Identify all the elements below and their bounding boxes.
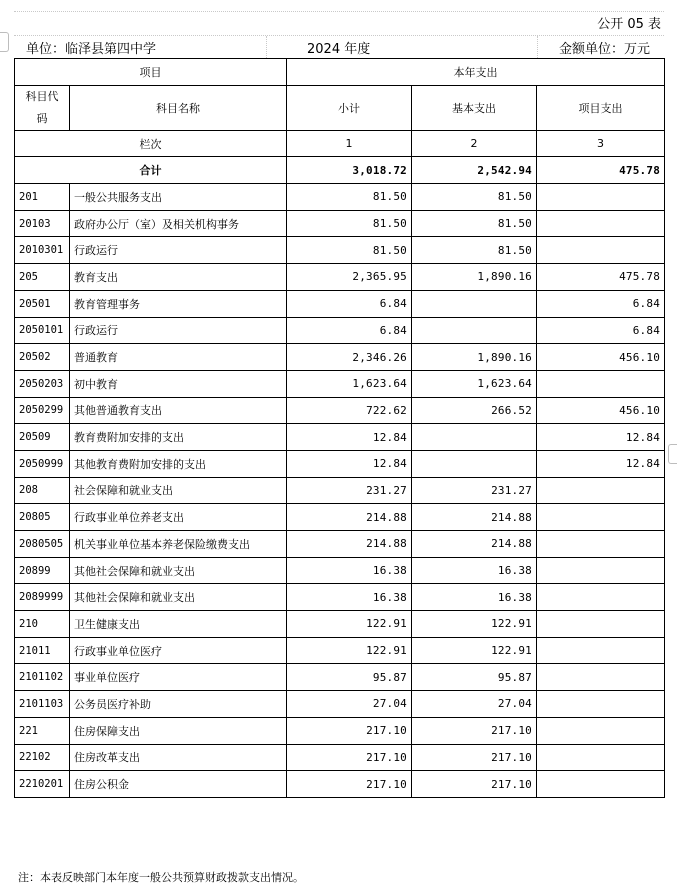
unit-info-row bbox=[14, 35, 664, 59]
row-subtotal: 1,623.64 bbox=[287, 370, 412, 397]
column-number-2: 2 bbox=[412, 130, 537, 157]
row-subtotal: 81.50 bbox=[287, 210, 412, 237]
row-project: 6.84 bbox=[537, 317, 665, 344]
row-code: 20502 bbox=[15, 344, 70, 371]
row-basic: 122.91 bbox=[412, 637, 537, 664]
row-project bbox=[537, 184, 665, 211]
column-number-label: 栏次 bbox=[15, 130, 287, 157]
table-row bbox=[15, 717, 665, 744]
row-code: 2089999 bbox=[15, 584, 70, 611]
header-row-2 bbox=[15, 85, 665, 130]
table-row bbox=[15, 477, 665, 504]
header-code: 科目代码 bbox=[15, 85, 70, 130]
row-code: 2080505 bbox=[15, 531, 70, 558]
table-row bbox=[15, 771, 665, 798]
row-project bbox=[537, 370, 665, 397]
row-project bbox=[537, 637, 665, 664]
row-project bbox=[537, 664, 665, 691]
form-id: 公开 05 表 bbox=[597, 17, 661, 32]
table-row bbox=[15, 210, 665, 237]
row-code: 2050999 bbox=[15, 450, 70, 477]
row-basic: 122.91 bbox=[412, 611, 537, 638]
total-project: 475.78 bbox=[537, 157, 665, 184]
row-subtotal: 231.27 bbox=[287, 477, 412, 504]
total-subtotal: 3,018.72 bbox=[287, 157, 412, 184]
row-project: 12.84 bbox=[537, 450, 665, 477]
table-row bbox=[15, 344, 665, 371]
row-name: 事业单位医疗 bbox=[70, 664, 287, 691]
row-basic: 217.10 bbox=[412, 717, 537, 744]
row-name: 机关事业单位基本养老保险缴费支出 bbox=[70, 531, 287, 558]
row-project: 456.10 bbox=[537, 344, 665, 371]
row-name: 社会保障和就业支出 bbox=[70, 477, 287, 504]
header-item: 项目 bbox=[15, 59, 287, 86]
row-project: 475.78 bbox=[537, 264, 665, 291]
row-project bbox=[537, 557, 665, 584]
row-name: 行政运行 bbox=[70, 317, 287, 344]
row-subtotal: 122.91 bbox=[287, 637, 412, 664]
table-row bbox=[15, 264, 665, 291]
row-basic: 217.10 bbox=[412, 744, 537, 771]
row-name: 公务员医疗补助 bbox=[70, 691, 287, 718]
row-code: 221 bbox=[15, 717, 70, 744]
row-basic: 214.88 bbox=[412, 504, 537, 531]
row-code: 210 bbox=[15, 611, 70, 638]
row-project bbox=[537, 237, 665, 264]
table-row bbox=[15, 317, 665, 344]
table-row bbox=[15, 424, 665, 451]
row-basic: 1,623.64 bbox=[412, 370, 537, 397]
row-project bbox=[537, 691, 665, 718]
row-subtotal: 122.91 bbox=[287, 611, 412, 638]
row-project bbox=[537, 611, 665, 638]
table-body bbox=[15, 184, 665, 798]
row-project: 6.84 bbox=[537, 290, 665, 317]
row-project bbox=[537, 504, 665, 531]
row-basic: 231.27 bbox=[412, 477, 537, 504]
row-project bbox=[537, 744, 665, 771]
total-basic: 2,542.94 bbox=[412, 157, 537, 184]
row-basic: 16.38 bbox=[412, 584, 537, 611]
row-subtotal: 6.84 bbox=[287, 317, 412, 344]
row-name: 住房公积金 bbox=[70, 771, 287, 798]
row-basic: 217.10 bbox=[412, 771, 537, 798]
row-code: 20501 bbox=[15, 290, 70, 317]
header-project: 项目支出 bbox=[537, 85, 665, 130]
row-code: 205 bbox=[15, 264, 70, 291]
table-row bbox=[15, 664, 665, 691]
table-row bbox=[15, 637, 665, 664]
row-code: 21011 bbox=[15, 637, 70, 664]
row-subtotal: 16.38 bbox=[287, 557, 412, 584]
row-code: 2101102 bbox=[15, 664, 70, 691]
column-number-1: 1 bbox=[287, 130, 412, 157]
row-code: 22102 bbox=[15, 744, 70, 771]
row-basic: 81.50 bbox=[412, 210, 537, 237]
row-code: 2101103 bbox=[15, 691, 70, 718]
row-basic: 95.87 bbox=[412, 664, 537, 691]
row-subtotal: 6.84 bbox=[287, 290, 412, 317]
table-row bbox=[15, 237, 665, 264]
row-basic: 1,890.16 bbox=[412, 264, 537, 291]
row-project bbox=[537, 771, 665, 798]
row-name: 卫生健康支出 bbox=[70, 611, 287, 638]
row-basic bbox=[412, 290, 537, 317]
grid-divider bbox=[266, 36, 267, 58]
row-name: 住房改革支出 bbox=[70, 744, 287, 771]
table-row bbox=[15, 370, 665, 397]
row-name: 一般公共服务支出 bbox=[70, 184, 287, 211]
table-row bbox=[15, 691, 665, 718]
row-subtotal: 95.87 bbox=[287, 664, 412, 691]
header-basic: 基本支出 bbox=[412, 85, 537, 130]
row-subtotal: 214.88 bbox=[287, 531, 412, 558]
row-name: 教育费附加安排的支出 bbox=[70, 424, 287, 451]
row-basic bbox=[412, 424, 537, 451]
table-row bbox=[15, 611, 665, 638]
row-subtotal: 81.50 bbox=[287, 184, 412, 211]
row-project bbox=[537, 717, 665, 744]
row-code: 20509 bbox=[15, 424, 70, 451]
table-row bbox=[15, 450, 665, 477]
row-basic: 81.50 bbox=[412, 237, 537, 264]
table-row bbox=[15, 531, 665, 558]
row-project: 12.84 bbox=[537, 424, 665, 451]
row-name: 其他教育费附加安排的支出 bbox=[70, 450, 287, 477]
row-name: 行政运行 bbox=[70, 237, 287, 264]
row-subtotal: 217.10 bbox=[287, 771, 412, 798]
table-row bbox=[15, 744, 665, 771]
total-label: 合计 bbox=[15, 157, 287, 184]
column-number-3: 3 bbox=[537, 130, 665, 157]
row-subtotal: 2,365.95 bbox=[287, 264, 412, 291]
table-row bbox=[15, 584, 665, 611]
total-row bbox=[15, 157, 665, 184]
table-row bbox=[15, 397, 665, 424]
amount-unit-label: 金额单位：万元 bbox=[558, 42, 650, 57]
row-name: 教育管理事务 bbox=[70, 290, 287, 317]
row-basic: 81.50 bbox=[412, 184, 537, 211]
row-name: 其他社会保障和就业支出 bbox=[70, 584, 287, 611]
row-code: 20103 bbox=[15, 210, 70, 237]
row-subtotal: 12.84 bbox=[287, 424, 412, 451]
row-name: 其他社会保障和就业支出 bbox=[70, 557, 287, 584]
row-name: 初中教育 bbox=[70, 370, 287, 397]
header-subtotal: 小计 bbox=[287, 85, 412, 130]
row-code: 2210201 bbox=[15, 771, 70, 798]
header-name: 科目名称 bbox=[70, 85, 287, 130]
left-scroll-tab[interactable] bbox=[0, 32, 9, 52]
right-scroll-tab[interactable] bbox=[668, 444, 677, 464]
footnote: 注：本表反映部门本年度一般公共预算财政拨款支出情况。 bbox=[18, 871, 304, 884]
row-code: 2050203 bbox=[15, 370, 70, 397]
row-basic bbox=[412, 450, 537, 477]
row-code: 20805 bbox=[15, 504, 70, 531]
column-number-row bbox=[15, 130, 665, 157]
row-basic: 214.88 bbox=[412, 531, 537, 558]
row-basic: 1,890.16 bbox=[412, 344, 537, 371]
row-project bbox=[537, 477, 665, 504]
unit-label: 单位：临泽县第四中学 bbox=[26, 42, 157, 57]
row-name: 其他普通教育支出 bbox=[70, 397, 287, 424]
header-row-1 bbox=[15, 59, 665, 86]
row-subtotal: 722.62 bbox=[287, 397, 412, 424]
row-subtotal: 16.38 bbox=[287, 584, 412, 611]
header-current-year-expense: 本年支出 bbox=[287, 59, 665, 86]
row-code: 2050299 bbox=[15, 397, 70, 424]
row-basic: 16.38 bbox=[412, 557, 537, 584]
row-code: 208 bbox=[15, 477, 70, 504]
row-subtotal: 2,346.26 bbox=[287, 344, 412, 371]
row-project bbox=[537, 531, 665, 558]
row-project bbox=[537, 210, 665, 237]
row-basic: 27.04 bbox=[412, 691, 537, 718]
table-row bbox=[15, 290, 665, 317]
row-project bbox=[537, 584, 665, 611]
row-code: 2010301 bbox=[15, 237, 70, 264]
row-subtotal: 81.50 bbox=[287, 237, 412, 264]
row-subtotal: 214.88 bbox=[287, 504, 412, 531]
row-name: 普通教育 bbox=[70, 344, 287, 371]
row-code: 201 bbox=[15, 184, 70, 211]
row-name: 住房保障支出 bbox=[70, 717, 287, 744]
row-subtotal: 217.10 bbox=[287, 744, 412, 771]
row-name: 政府办公厅（室）及相关机构事务 bbox=[70, 210, 287, 237]
row-basic: 266.52 bbox=[412, 397, 537, 424]
year-label: 2024 年度 bbox=[307, 42, 371, 57]
row-basic bbox=[412, 317, 537, 344]
table-row bbox=[15, 557, 665, 584]
row-subtotal: 27.04 bbox=[287, 691, 412, 718]
row-code: 2050101 bbox=[15, 317, 70, 344]
expense-table bbox=[14, 58, 665, 798]
row-project: 456.10 bbox=[537, 397, 665, 424]
row-subtotal: 12.84 bbox=[287, 450, 412, 477]
table-row bbox=[15, 184, 665, 211]
row-name: 教育支出 bbox=[70, 264, 287, 291]
table-row bbox=[15, 504, 665, 531]
row-subtotal: 217.10 bbox=[287, 717, 412, 744]
row-name: 行政事业单位医疗 bbox=[70, 637, 287, 664]
grid-divider bbox=[537, 36, 538, 58]
row-code: 20899 bbox=[15, 557, 70, 584]
row-name: 行政事业单位养老支出 bbox=[70, 504, 287, 531]
